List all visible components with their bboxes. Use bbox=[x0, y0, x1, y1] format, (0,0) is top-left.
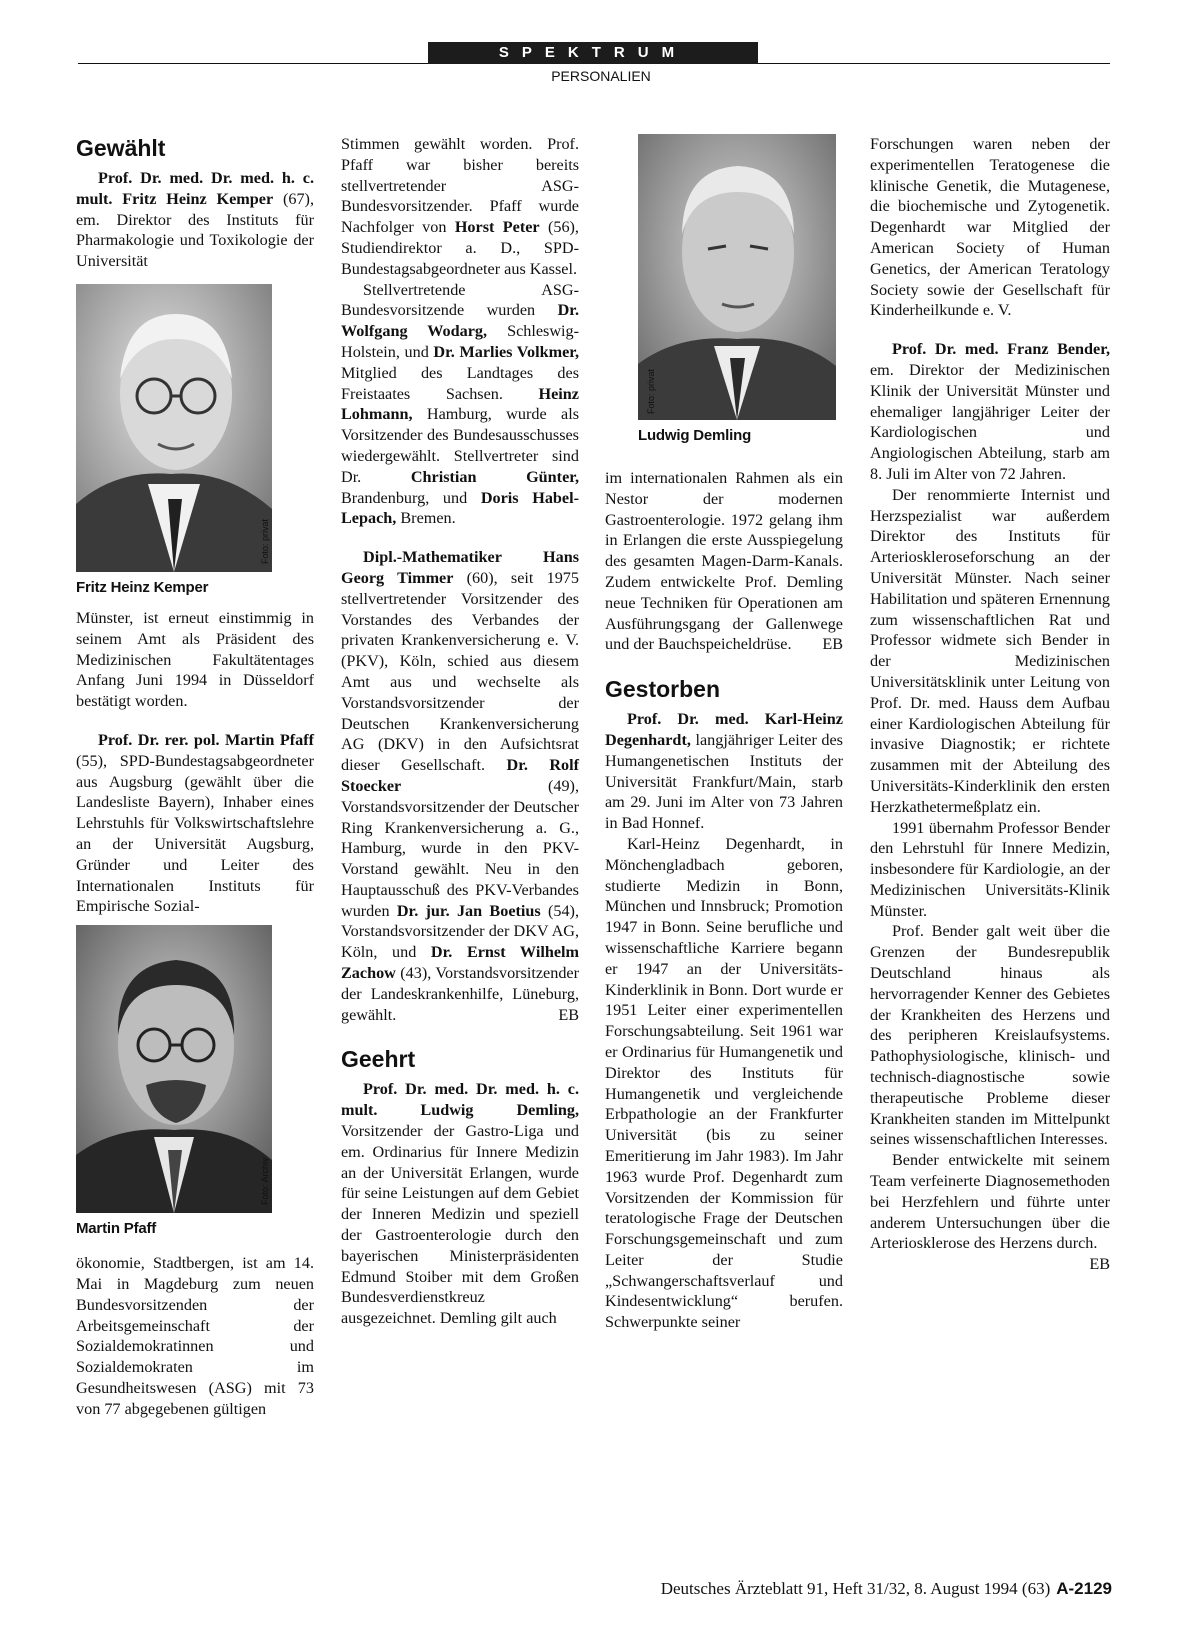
photo-credit: Foto: privat bbox=[260, 518, 270, 564]
paragraph: Stimmen gewählt worden. Prof. Pfaff war bisher bereits stellvertretender ASG-Bundesvorsitzender. Pfaff wurde Nachfolger von Horst Peter (56), Studiendirektor a. D., SPD-Bundestagsabgeordneter aus Kassel. bbox=[341, 135, 579, 278]
column-1 bbox=[76, 134, 314, 1420]
paragraph: Prof. Bender galt weit über die Grenzen der Bundesrepublik Deutschland hinaus als hervorragender Kenner des Gebietes der Krankheiten des Herzens und des peripheren Kreislaufsystems. Pathophysiologische, klinisch- und technisch-diagnostische sowie therapeutische Probleme dieser Krankheiten standen im Mittelpunkt seines wissenschaftlichen Interesses. bbox=[870, 922, 1110, 1149]
paragraph: Prof. Dr. rer. pol. Martin Pfaff (55), SPD-Bundestagsabgeordneter aus Augsburg (gewählt über die Landesliste Bayern), Inhaber eines Lehrstuhls für Volkswirtschaftslehre an der Universität Augsburg, Gründer und Leiter des Internationalen Instituts für Empirische Sozial- bbox=[76, 730, 314, 916]
paragraph: Der renommierte Internist und Herzspezialist war außerdem Direktor des Instituts für Arterioskleroseforschung an der Universität Münster. Nach seiner Habilitation und späteren Ernennung zum wissenschaftlichen Rat und Professor widmete sich Bender in der Medizinischen Universitätsklinik unter Leitung von Prof. Dr. med. Hauss dem Aufbau einer Kardiologischen Abteilung für invasive Diagnostik; er richtete zusammen mit der Abteilung des Universitäts-Kinderklinik den ersten Herzkathetermeßplatz ein. bbox=[870, 485, 1110, 816]
photo-caption: Ludwig Demling bbox=[638, 427, 752, 444]
paragraph: Stellvertretende ASG-Bundesvorsitzende wurden Dr. Wolfgang Wodarg, Schleswig-Holstein, und Dr. Marlies Volkmer, Mitglied des Landtages des Freistaates Sachsen. Heinz Lohmann, Hamburg, wurde als Vorsitzender des Bundesausschusses wiedergewählt. Stellvertreter sind Dr. Christian Günter, Brandenburg, und Doris Habel-Lepach, Bremen. bbox=[341, 280, 580, 528]
paragraph: Karl-Heinz Degenhardt, in Mönchengladbach geboren, studierte Medizin in Bonn, München und Innsbruck; Promotion 1947 in Bonn. Seine berufliche und wissenschaftliche Karriere begann er 1947 an der Universitäts-Kinderklinik in Bonn. Dort wurde er 1951 Leiter einer experimentellen Forschungsabteilung. Seit 1961 war er Ordinarius für Humangenetik und Direktor des Instituts für Humangenetik und vergleichende Erbpathologie an der Frankfurter Universität (bis zu seiner Emeritierung im Jahr 1983). Im Jahr 1963 wurde Prof. Degenhardt zum Vorsitzenden der Kommission für teratologische Frage der Deutschen Forschungsgemeinschaft und zum Leiter der Studie „Schwangerschaftsverlauf und Kindesentwicklung“ berufen. Schwerpunkte seiner bbox=[605, 834, 843, 1332]
paragraph: ökonomie, Stadtbergen, ist am 14. Mai in Magdeburg zum neuen Bundesvorsitzenden der Arbeitsgemeinschaft der Sozialdemokratinnen und Sozialdemokraten im Gesundheitswesen (ASG) mit 73 von 77 abgegebenen gültigen bbox=[76, 1254, 314, 1418]
portrait-photo-demling bbox=[638, 134, 836, 420]
photo-credit: Foto: Archiv bbox=[260, 1157, 270, 1206]
paragraph: Prof. Dr. med. Franz Bender, em. Direktor der Medizinischen Klinik der Universität Münster und ehemaliger langjähriger Leiter der Kardiologischen und Angiologischen Abteilung, starb am 8. Juli im Alter von 72 Jahren. bbox=[870, 340, 1110, 483]
footer-citation: Deutsches Ärzteblatt 91, Heft 31/32, 8. August 1994 (63) bbox=[660, 1579, 1051, 1598]
paragraph: Prof. Dr. med. Dr. med. h. c. mult. Ludwig Demling, Vorsitzender der Gastro-Liga und em. Ordinarius für Innere Medizin an der Universität Erlangen, wurde für seine Leistungen auf dem Gebiet der Inneren Medizin und speziell der Gastroenterologie durch den bayerischen Ministerpräsidenten Edmund Stoiber mit dem Großen Bundesverdienstkreuz ausgezeichnet. Demling gilt auch bbox=[341, 1080, 579, 1328]
photo-caption: Martin Pfaff bbox=[76, 1220, 157, 1238]
paragraph: Prof. Dr. med. Karl-Heinz Degenhardt, langjähriger Leiter des Humangenetischen Instituts der Universität Frankfurt/Main, starb am 29. Juni im Alter von 73 Jahren in Bad Honnef. bbox=[605, 710, 843, 833]
column-4 bbox=[870, 134, 1110, 1275]
column-3 bbox=[605, 134, 843, 1333]
paragraph: Forschungen waren neben der experimentellen Teratogenese die klinische Genetik, die Mutagenese, die biochemische und Zytogenetik. Degenhardt war Mitglied der American Society of Human Genetics, der American Teratology Society sowie der Gesellschaft für Kinderheilkunde e. V. bbox=[870, 135, 1110, 320]
photo-caption: Fritz Heinz Kemper bbox=[76, 578, 209, 596]
heading-gewaehlt: Gewählt bbox=[76, 135, 166, 161]
paragraph: 1991 übernahm Professor Bender den Lehrstuhl für Innere Medizin, insbesondere für Kardiologie, an der Medizinischen Universitäts-Klinik Münster. bbox=[870, 818, 1110, 920]
heading-geehrt: Geehrt bbox=[341, 1046, 416, 1073]
portrait-photo-kemper bbox=[76, 284, 272, 572]
author-initials: EB bbox=[1089, 1255, 1110, 1274]
photo-credit: Foto: privat bbox=[646, 368, 656, 414]
paragraph: Bender entwickelte mit seinem Team verfeinerte Diagnosemethoden bei Herzfehlern und führte unter anderem Untersuchungen über die Arteriosklerose des Herzens durch. EB bbox=[870, 1151, 1110, 1274]
subsection-label: PERSONALIEN bbox=[551, 68, 651, 84]
page-number: A-2129 bbox=[1056, 1579, 1112, 1598]
paragraph: im internationalen Rahmen als ein Nestor der modernen Gastroenterologie. 1972 gelang ihm in Erlangen die erste Ausspiegelung des gesamten Magen-Darm-Kanals. Zudem entwickelte Prof. Demling neue Techniken für Operationen am Ausführungsgang der Gallenwege und der Bauchspeicheldrüse. EB bbox=[605, 469, 843, 654]
author-initials: EB bbox=[558, 1005, 579, 1024]
paragraph: Prof. Dr. med. Dr. med. h. c. mult. Fritz Heinz Kemper (67), em. Direktor des Instituts für Pharmakologie und Toxikologie der Universität bbox=[76, 169, 314, 271]
author-initials: EB bbox=[822, 635, 843, 654]
paragraph: Münster, ist erneut einstimmig in seinem Amt als Präsident des Medizinischen Fakultätentages Anfang Juni 1994 in Düsseldorf bestätigt worden. bbox=[76, 608, 314, 711]
section-banner: SPEKTRUM bbox=[428, 42, 758, 64]
heading-gestorben: Gestorben bbox=[605, 676, 721, 703]
paragraph: Dipl.-Mathematiker Hans Georg Timmer (60), seit 1975 stellvertretender Vorsitzender des Vorstandes des Verbandes der privaten Krankenversicherung e. V. (PKV), Köln, schied aus diesem Amt aus und wechselte als Vorstandsvorsitzender der Deutschen Krankenversicherung AG (DKV) in den Aufsichtsrat dieser Gesellschaft. Dr. Rolf Stoecker (49), Vorstandsvorsitzender der Deutscher Ring Krankenversicherung a. G., Hamburg, wurde in den PKV-Vorstand gewählt. Neu in den Hauptausschuß des PKV-Verbandes wurden Dr. jur. Jan Boetius (54), Vorstandsvorsitzender der DKV AG, Köln, und Dr. Ernst Wilhelm Zachow (43), Vorstandsvorsitzender der Landeskrankenhilfe, Lüneburg, gewählt. EB bbox=[341, 548, 580, 1024]
portrait-photo-pfaff bbox=[76, 925, 272, 1213]
page-footer bbox=[560, 1579, 1112, 1599]
column-2 bbox=[341, 134, 579, 1329]
